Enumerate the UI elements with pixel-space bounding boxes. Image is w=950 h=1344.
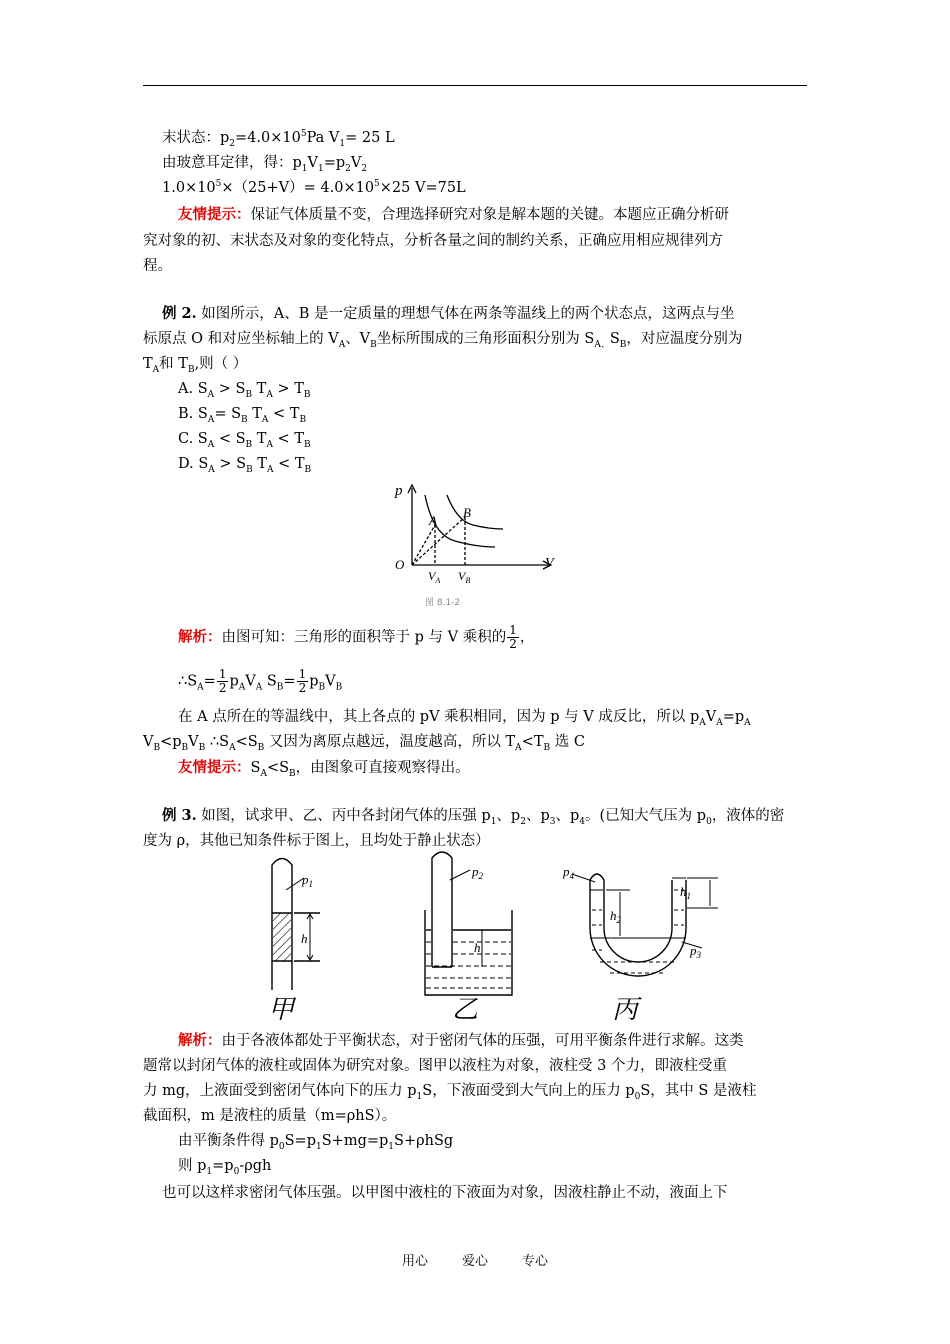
p-axis-label: p (395, 483, 403, 499)
example-2-question-line-1: 例 2. 如图所示，A、B 是一定质量的理想气体在两条等温线上的两个状态点，这两点与坐 (162, 305, 735, 322)
example-3-solution-line-7: 也可以这样求密闭气体压强。以甲图中液柱的下液面为对象，因液柱静止不动，液面上下 (162, 1185, 728, 1201)
option-b[interactable]: B. $S_A= S_B$ $T_A < T_B$ (178, 406, 307, 425)
final-state-line: 末状态：$p_2=4.0\times 10^5Pa$ $V_1= 25$ L (162, 129, 395, 149)
example-3-solution-line-1: 解析：由于各液体都处于平衡状态，对于密闭气体的压强，可用平衡条件进行求解。这类 (178, 1032, 744, 1049)
tube-figures (250, 850, 720, 1020)
p1-result: 则 $p_1=p_0$-ρgh (178, 1158, 272, 1177)
example-2-question-line-3: $T_A$和 $T_B$,则（ ） (143, 356, 248, 375)
va-label: $V_A$ (428, 569, 441, 585)
option-a[interactable]: A. $S_A > S_B$ $T_A > T_B$ (178, 381, 311, 400)
h-label-yi: h (474, 940, 481, 955)
header-rule (143, 85, 807, 86)
example-3-solution-line-4: 截面积，m 是液柱的质量（m=ρhS）。 (143, 1108, 397, 1124)
point-b-label: B (463, 505, 471, 520)
p4-label: $p_4$ (563, 864, 574, 881)
half-fraction: $\frac{1}{2}$ (509, 623, 517, 651)
p1-label: $p_1$ (302, 872, 313, 889)
tip-line-1: 友情提示：保证气体质量不变，合理选择研究对象是解本题的关键。本题应正确分析研 (178, 206, 729, 223)
example-2-solution-line-1: 解析：由图可知：三角形的面积等于 p 与 V 乘积的 $\frac{1}{2}$ ， (178, 623, 535, 651)
pv-diagram (385, 473, 565, 613)
label-bing: 丙 (612, 995, 639, 1020)
label-jia: 甲 (268, 995, 295, 1020)
p3-label: $p_3$ (690, 943, 701, 960)
example-3-question-line-1: 例 3. 如图，试求甲、乙、丙中各封闭气体的压强 $p_1$、$p_2$、$p_3$、$p_4$。(已知大气压为 $p_0$，液体的密 (162, 807, 785, 827)
h-label-jia: h (301, 931, 308, 946)
option-c[interactable]: C. $S_A < S_B$ $T_A < T_B$ (178, 431, 311, 450)
h1-label: $h_1$ (680, 884, 691, 901)
page-footer: 用心 爱心 专心 (401, 1254, 549, 1269)
example-2-solution-line-2: $\therefore S_A=$ $\frac{1}{2}$ $p_AV_A$ $S_B=$ $\frac{1}{2}$ $p_BV_B$ (178, 667, 343, 695)
example-2-solution-line-3: 在 A 点所在的等温线中，其上各点的 pV 乘积相同，因为 p 与 V 成反比，所以 $p_AV_A=p_A$ (178, 709, 751, 728)
v-axis-label: V (545, 556, 554, 571)
vb-label: $V_B$ (458, 569, 471, 585)
point-a-label: A (429, 513, 437, 528)
boyle-law-line: 由玻意耳定律，得：$p_1V_1=p_2V_2$ (162, 155, 368, 174)
option-d[interactable]: D. $S_A > S_B$ $T_A < T_B$ (178, 456, 312, 475)
example-2-solution-line-4: $V_B<p_BV_B$ $\therefore S_A<S_B$ 又因为离原点越远，温度越高，所以 $T_A<T_B$ 选 C (143, 734, 585, 753)
p2-label: $p_2$ (472, 864, 483, 881)
tip-line-3: 程。 (143, 258, 172, 274)
origin-label: O (395, 557, 405, 572)
example-3-solution-line-2: 题常以封闭气体的液柱或固体为研究对象。图甲以液柱为对象，液柱受 3 个力，即液柱受重 (143, 1058, 727, 1074)
example-3-question-line-2: 度为 ρ，其他已知条件标于图上，且均处于静止状态） (143, 833, 490, 849)
example-2-tip: 友情提示：$S_A<S_B$，由图象可直接观察得出。 (178, 759, 470, 779)
figure-caption: 图 8.1-2 (425, 598, 461, 608)
equilibrium-equation: 由平衡条件得 $p_0S=p_1S+mg=p_1S+\rho hSg$ (178, 1133, 454, 1152)
h2-label: $h_2$ (610, 908, 621, 925)
example-2-question-line-2: 标原点 O 和对应坐标轴上的 $V_A$、$V_B$坐标所围成的三角形面积分别为 $S_{A、}S_B$，对应温度分别为 (143, 331, 743, 350)
calc-line: $1.0\times 10^5\times(25+V)= 4.0\times 10^5\times 25$ V=75L (162, 179, 466, 196)
example-3-solution-line-3: 力 mg，上液面受到密闭气体向下的压力 $p_1S$，下液面受到大气向上的压力 $p_0S$，其中 S 是液柱 (143, 1083, 757, 1102)
tip-line-2: 究对象的初、末状态及对象的变化特点，分析各量之间的制约关系，正确应用相应规律列方 (143, 233, 723, 249)
label-yi: 乙 (452, 995, 479, 1020)
